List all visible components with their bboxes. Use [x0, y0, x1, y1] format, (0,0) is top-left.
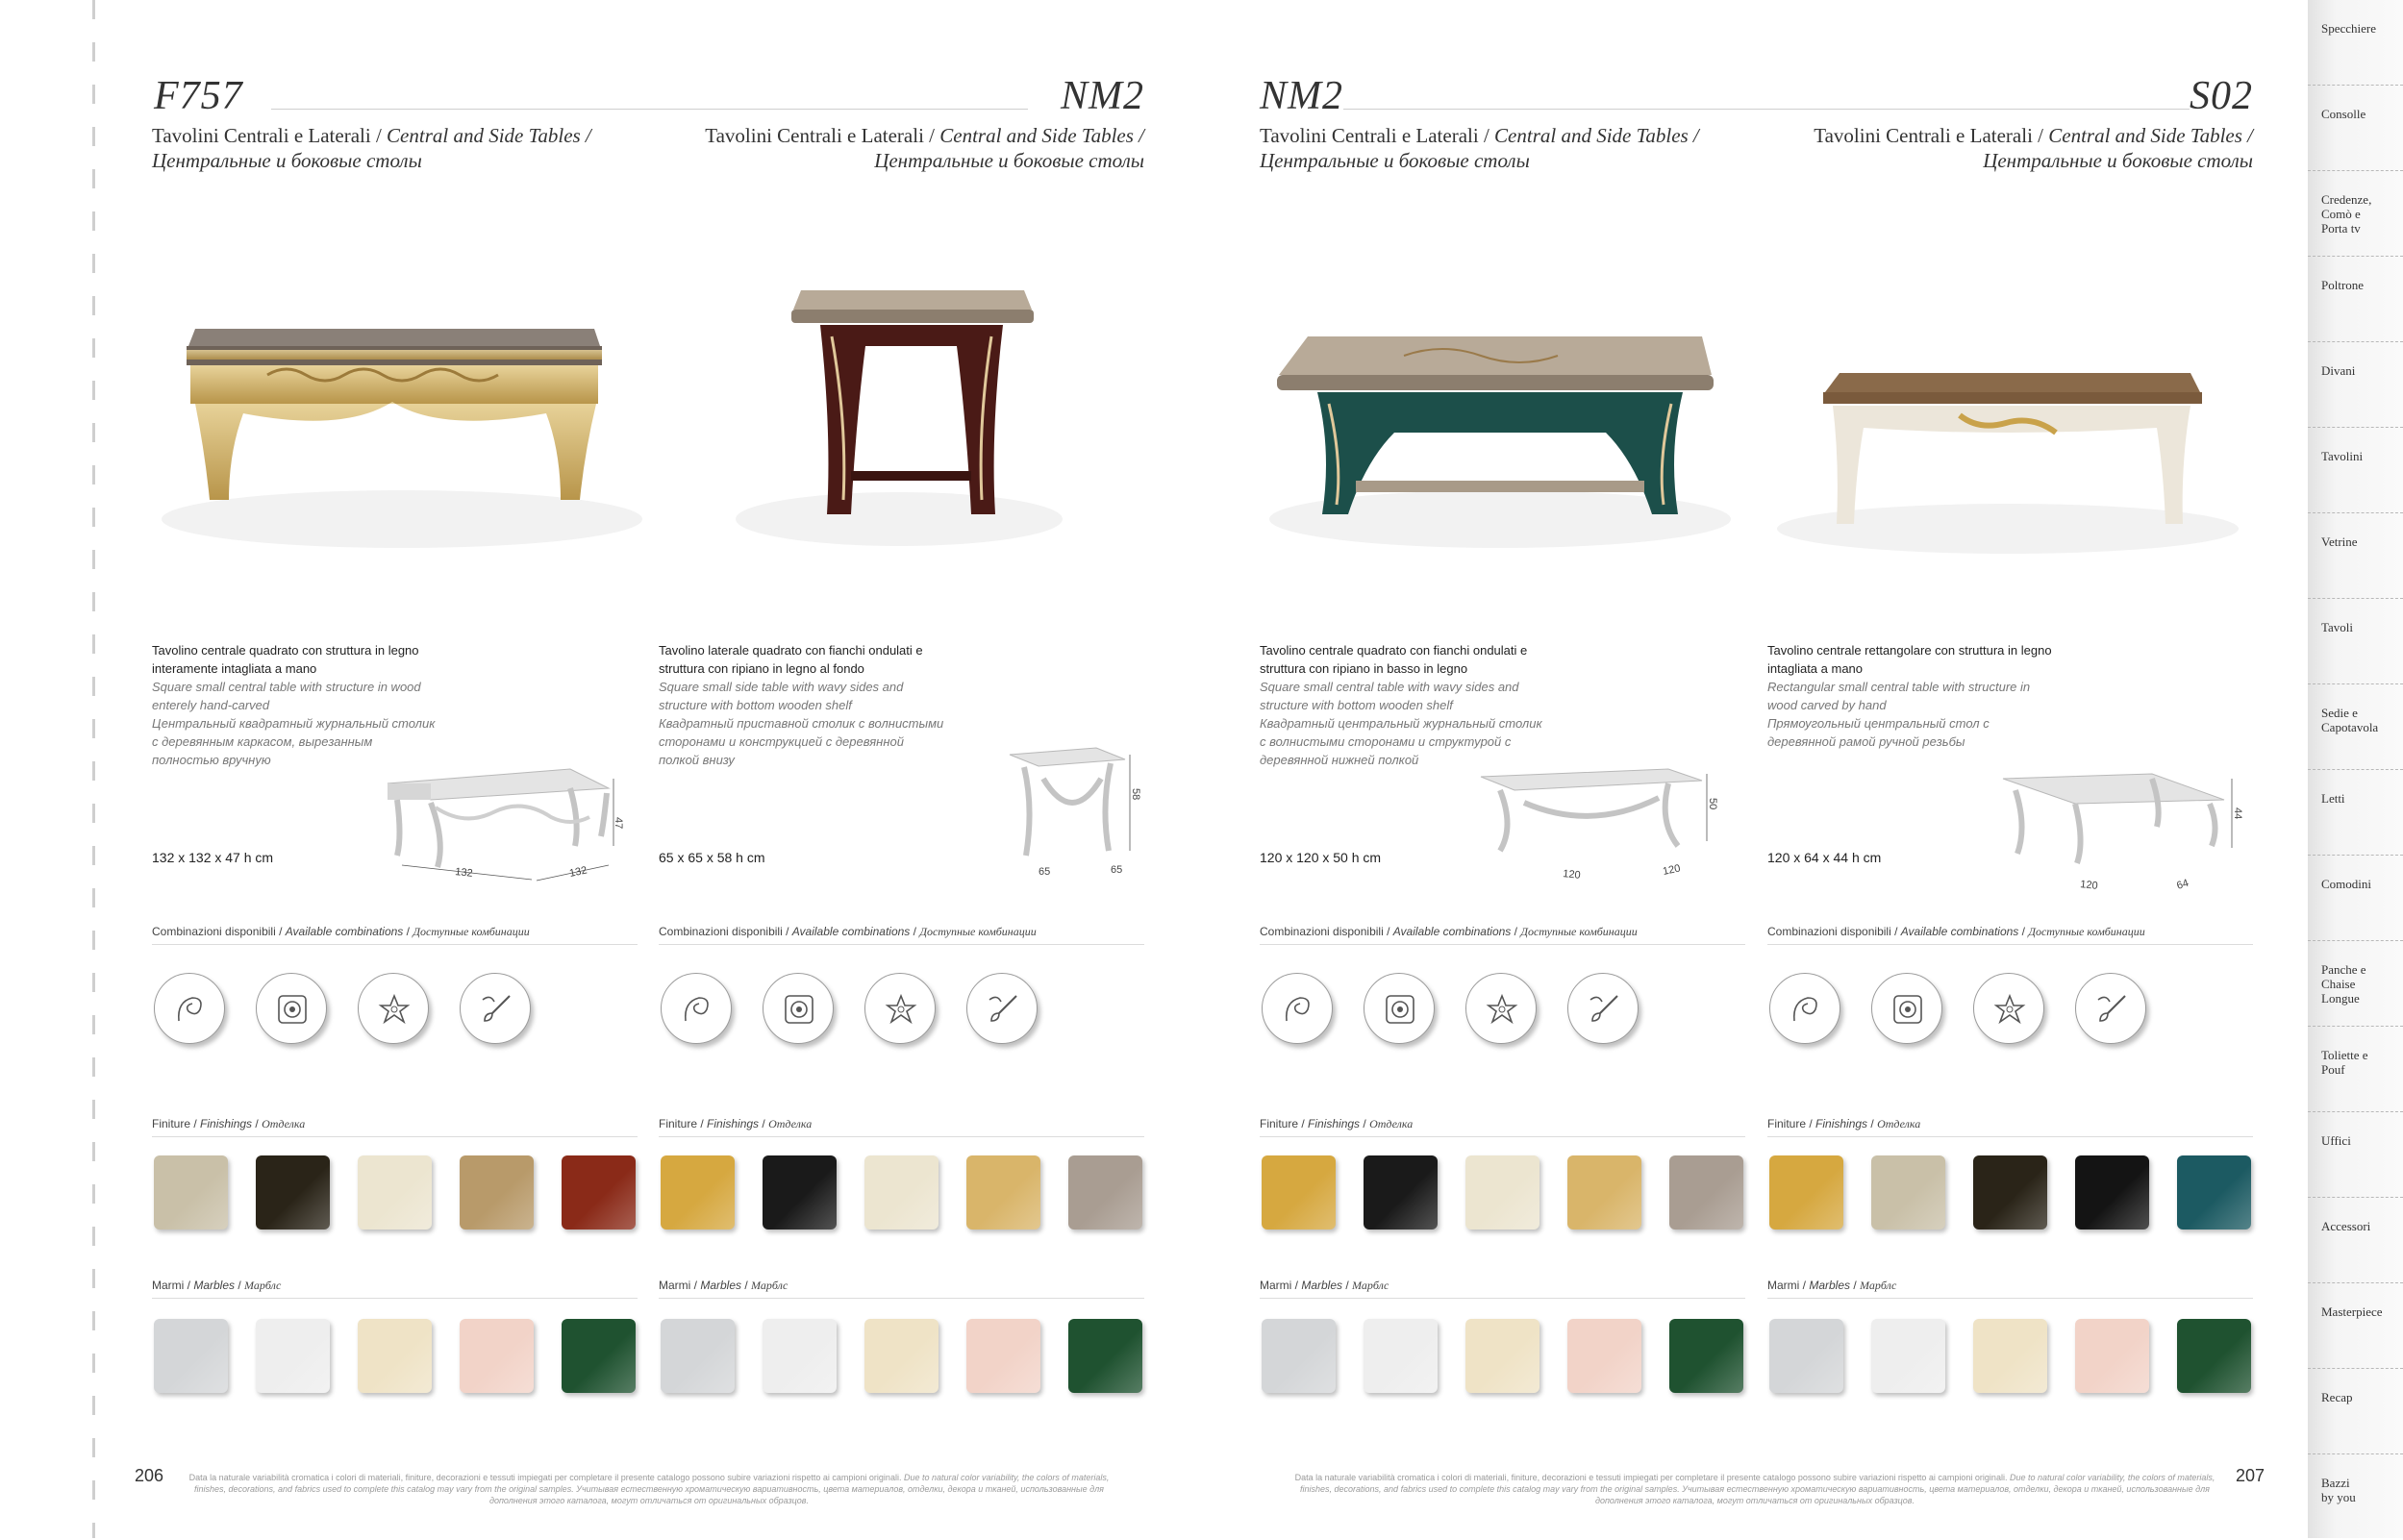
paint-brush-icon[interactable]	[2075, 973, 2146, 1044]
rosette-icon[interactable]	[1364, 973, 1435, 1044]
marble-swatch[interactable]	[1068, 1319, 1142, 1393]
finish-swatch[interactable]	[256, 1155, 330, 1230]
drawing-width: 120	[2079, 879, 2099, 892]
leaf-carving-icon[interactable]	[1262, 973, 1333, 1044]
index-tabs	[2308, 0, 2403, 1538]
finish-swatch[interactable]	[1871, 1155, 1945, 1230]
finish-swatch[interactable]	[1364, 1155, 1438, 1230]
tab-consolle[interactable]: Consolle	[2308, 86, 2403, 171]
marble-swatches	[659, 1319, 1144, 1396]
table-photo-nm2-central	[1260, 231, 1745, 558]
finish-swatch[interactable]	[1068, 1155, 1142, 1230]
disclaimer-left: Data la naturale variabilità cromatica i colori di materiali, finiture, decorazioni e tessuti impiegati per completare il presente catalogo possono subire variazioni rispetto ai campioni originali. Due to natural color variability, the colors of materials, finishes, decorations, and fabrics used to complete this catalog may vary from the original samples. Учитывая естественную хроматическую вариативность, цвета материалов, отделки, декора и тканей, использованные для дополнения этого каталога, могут отличаться от оригинальных образцов.	[188, 1473, 1110, 1505]
combinations-label: Combinazioni disponibili / Available combinations / Доступные комбинации	[1260, 925, 1745, 945]
marble-swatch[interactable]	[966, 1319, 1040, 1393]
tab-accessori[interactable]: Accessori	[2308, 1198, 2403, 1283]
combinations-label: Combinazioni disponibili / Available combinations / Доступные комбинации	[659, 925, 1144, 945]
finish-swatches	[152, 1155, 638, 1232]
finish-swatch[interactable]	[2177, 1155, 2251, 1230]
rosette-icon[interactable]	[256, 973, 327, 1044]
marble-swatch[interactable]	[1262, 1319, 1336, 1393]
marble-swatch[interactable]	[1465, 1319, 1539, 1393]
marble-swatch[interactable]	[562, 1319, 636, 1393]
tab-specchiere[interactable]: Specchiere	[2308, 0, 2403, 86]
product-description: Tavolino laterale quadrato con fianchi ondulati e struttura con ripiano in legno al fondo Square small side table with wavy sides and structure with bottom wooden shelf Квадратный приставной столик с волнистыми сторонами и конструкцией с деревянной полкой внизу	[659, 643, 944, 767]
marble-swatch[interactable]	[1364, 1319, 1438, 1393]
dimension-drawing-s02	[1998, 740, 2243, 904]
marbles-label: Marmi / Marbles / Марблс	[152, 1279, 638, 1299]
marble-swatch[interactable]	[1669, 1319, 1743, 1393]
product-nm2-side	[659, 0, 1144, 1538]
combinations-label: Combinazioni disponibili / Available combinations / Доступные комбинации	[1767, 925, 2253, 945]
product-subtitle: Tavolini Centrali e Laterali / Central and Side Tables / Центральные и боковые столы	[1814, 124, 2253, 172]
product-nm2-central	[1260, 0, 1745, 1538]
product-f757	[152, 0, 638, 1538]
dimension-drawing-nm2-central	[1476, 740, 1716, 904]
combinations-label: Combinazioni disponibili / Available combinations / Доступные комбинации	[152, 925, 638, 945]
finish-swatch[interactable]	[966, 1155, 1040, 1230]
marble-swatch[interactable]	[154, 1319, 228, 1393]
product-description: Tavolino centrale rettangolare con struttura in legno intagliata a mano Rectangular small central table with structure in wood carved by hand Прямоугольный центральный стол с деревянной рамой ручной резьбы	[1767, 643, 2052, 749]
drawing-depth: 64	[2175, 877, 2190, 892]
tab-toliette[interactable]: Toliette e Pouf	[2308, 1027, 2403, 1112]
drawing-depth: 65	[1111, 864, 1123, 876]
drawing-width: 120	[1562, 868, 1582, 882]
product-code: S02	[2190, 74, 2253, 118]
product-dimensions: 65 x 65 x 58 h cm	[659, 850, 765, 865]
drawing-height: 58	[1130, 788, 1141, 801]
tab-vetrine[interactable]: Vetrine	[2308, 513, 2403, 599]
marble-swatch[interactable]	[2177, 1319, 2251, 1393]
product-description: Tavolino centrale quadrato con struttura in legno interamente intagliata a mano Square small central table with structure in wood enterely hand-carved Центральный квадратный журнальный столик с деревянным каркасом, вырезанным полностью вручную	[152, 643, 436, 767]
product-subtitle: Tavolini Centrali e Laterali / Central and Side Tables / Центральные и боковые столы	[1260, 124, 1699, 172]
combination-icons	[152, 973, 638, 1050]
drawing-depth: 120	[1662, 862, 1682, 878]
product-subtitle: Tavolini Centrali e Laterali / Central and Side Tables / Центральные и боковые столы	[152, 124, 591, 172]
combination-icons	[1260, 973, 1745, 1050]
finish-swatch[interactable]	[864, 1155, 939, 1230]
product-s02	[1767, 0, 2253, 1538]
marble-swatch[interactable]	[358, 1319, 432, 1393]
rosette-icon[interactable]	[763, 973, 834, 1044]
finish-swatch[interactable]	[1973, 1155, 2047, 1230]
finish-swatches	[1260, 1155, 1745, 1232]
marble-swatches	[1767, 1319, 2253, 1396]
drawing-width: 132	[454, 866, 474, 880]
tab-bazzi-by-you[interactable]: Bazzi by you	[2321, 1476, 2356, 1504]
finish-swatch[interactable]	[154, 1155, 228, 1230]
drawing-depth: 132	[568, 864, 588, 880]
finish-swatch[interactable]	[1465, 1155, 1539, 1230]
tab-poltrone[interactable]: Poltrone	[2308, 257, 2403, 342]
marble-swatch[interactable]	[864, 1319, 939, 1393]
drawing-height: 44	[2232, 807, 2243, 820]
binding-dashes	[92, 0, 95, 1538]
combination-icons	[1767, 973, 2253, 1050]
marble-swatch[interactable]	[1871, 1319, 1945, 1393]
marble-swatches	[1260, 1319, 1745, 1396]
paint-brush-icon[interactable]	[966, 973, 1038, 1044]
marble-swatch[interactable]	[1567, 1319, 1641, 1393]
product-dimensions: 120 x 120 x 50 h cm	[1260, 850, 1382, 865]
finish-swatch[interactable]	[661, 1155, 735, 1230]
finishes-label: Finiture / Finishings / Отделка	[1260, 1117, 1745, 1137]
flower-ornament-icon[interactable]	[358, 973, 429, 1044]
finish-swatch[interactable]	[1262, 1155, 1336, 1230]
product-code: NM2	[1260, 74, 1343, 118]
flower-ornament-icon[interactable]	[1973, 973, 2044, 1044]
flower-ornament-icon[interactable]	[864, 973, 936, 1044]
marble-swatch[interactable]	[1769, 1319, 1843, 1393]
finish-swatches	[1767, 1155, 2253, 1232]
finishes-label: Finiture / Finishings / Отделка	[152, 1117, 638, 1137]
dimension-drawing-f757	[378, 740, 624, 904]
paint-brush-icon[interactable]	[460, 973, 531, 1044]
disclaimer-right: Data la naturale variabilità cromatica i colori di materiali, finiture, decorazioni e tessuti impiegati per completare il presente catalogo possono subire variazioni rispetto ai campioni originali. Due to natural color variability, the colors of materials, finishes, decorations, and fabrics used to complete this catalog may vary from the original samples. Учитывая естественную хроматическую вариативность, цвета материалов, отделки, декора и тканей, использованные для дополнения этого каталога, могут отличаться от оригинальных образцов.	[1294, 1473, 2215, 1505]
marble-swatch[interactable]	[460, 1319, 534, 1393]
product-code: F757	[154, 74, 243, 118]
tab-panche[interactable]: Panche e Chaise Longue	[2308, 941, 2403, 1027]
drawing-width: 65	[1039, 866, 1051, 878]
finish-swatch[interactable]	[358, 1155, 432, 1230]
tab-sedie[interactable]: Sedie e Capotavola	[2308, 684, 2403, 770]
marble-swatch[interactable]	[256, 1319, 330, 1393]
finish-swatch[interactable]	[1669, 1155, 1743, 1230]
finish-swatch[interactable]	[2075, 1155, 2149, 1230]
marble-swatches	[152, 1319, 638, 1396]
table-photo-f757	[152, 231, 638, 558]
tab-uffici[interactable]: Uffici	[2308, 1112, 2403, 1198]
tab-tavolini[interactable]: Tavolini	[2308, 428, 2403, 513]
product-code: NM2	[1061, 74, 1144, 118]
leaf-carving-icon[interactable]	[154, 973, 225, 1044]
finish-swatch[interactable]	[1567, 1155, 1641, 1230]
finish-swatch[interactable]	[1769, 1155, 1843, 1230]
finish-swatch[interactable]	[763, 1155, 837, 1230]
marbles-label: Marmi / Marbles / Марблс	[659, 1279, 1144, 1299]
tab-comodini[interactable]: Comodini	[2308, 856, 2403, 941]
product-subtitle: Tavolini Centrali e Laterali / Central and Side Tables / Центральные и боковые столы	[705, 124, 1144, 172]
rosette-icon[interactable]	[1871, 973, 1942, 1044]
page-number-right: 207	[2236, 1466, 2265, 1485]
paint-brush-icon[interactable]	[1567, 973, 1639, 1044]
tab-divani[interactable]: Divani	[2308, 342, 2403, 428]
marble-swatch[interactable]	[2075, 1319, 2149, 1393]
tab-tavoli[interactable]: Tavoli	[2308, 599, 2403, 684]
product-description: Tavolino centrale quadrato con fianchi ondulati e struttura con ripiano in basso in legno Square small central table with wavy sides and structure with bottom wooden shelf Квадратный центральный журнальный столик с волнистыми сторонами и структурой с деревянной нижней полкой	[1260, 643, 1542, 767]
leaf-carving-icon[interactable]	[1769, 973, 1840, 1044]
finish-swatch[interactable]	[460, 1155, 534, 1230]
marbles-label: Marmi / Marbles / Марблс	[1260, 1279, 1745, 1299]
page-number-left: 206	[135, 1466, 164, 1485]
leaf-carving-icon[interactable]	[661, 973, 732, 1044]
marbles-label: Marmi / Marbles / Марблс	[1767, 1279, 2253, 1299]
product-dimensions: 132 x 132 x 47 h cm	[152, 850, 274, 865]
tab-recap[interactable]: Recap	[2308, 1369, 2403, 1454]
tab-masterpiece[interactable]: Masterpiece	[2308, 1283, 2403, 1369]
drawing-height: 47	[613, 817, 624, 830]
drawing-height: 50	[1707, 798, 1718, 810]
marble-swatch[interactable]	[1973, 1319, 2047, 1393]
finishes-label: Finiture / Finishings / Отделка	[1767, 1117, 2253, 1137]
dimension-drawing-nm2-side	[995, 740, 1236, 904]
finishes-label: Finiture / Finishings / Отделка	[659, 1117, 1144, 1137]
table-photo-s02	[1767, 231, 2253, 558]
marble-swatch[interactable]	[661, 1319, 735, 1393]
finish-swatch[interactable]	[562, 1155, 636, 1230]
combination-icons	[659, 973, 1144, 1050]
flower-ornament-icon[interactable]	[1465, 973, 1537, 1044]
finish-swatches	[659, 1155, 1144, 1232]
marble-swatch[interactable]	[763, 1319, 837, 1393]
tab-credenze[interactable]: Credenze, Comò e Porta tv	[2308, 171, 2403, 257]
tab-letti[interactable]: Letti	[2308, 770, 2403, 856]
table-photo-nm2-side	[659, 231, 1144, 558]
product-dimensions: 120 x 64 x 44 h cm	[1767, 850, 1882, 865]
